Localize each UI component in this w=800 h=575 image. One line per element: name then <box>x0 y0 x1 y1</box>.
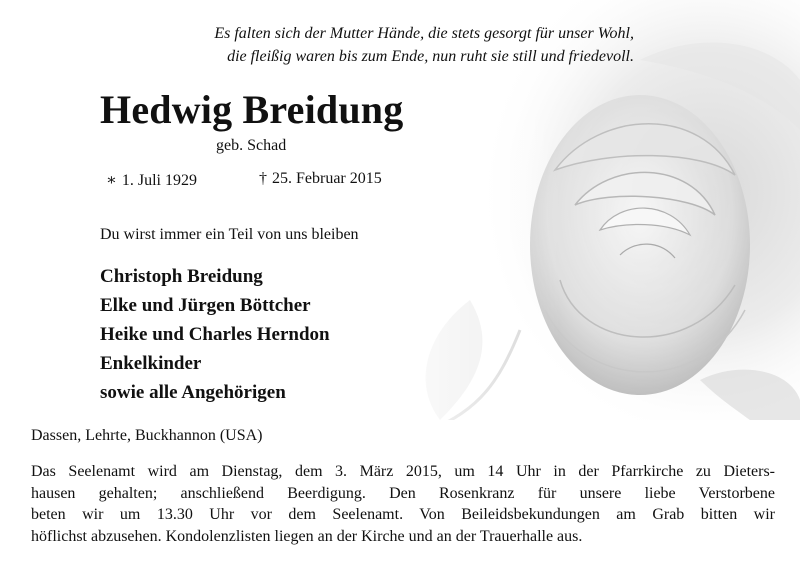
death-cross-icon: † <box>259 170 267 187</box>
death-date-text: 25. Februar 2015 <box>272 170 382 187</box>
notice-line: beten wir um 13.30 Uhr vor dem Seelenamt. Von Beileidsbekundungen am Grab bitten wir <box>31 506 775 523</box>
places-line: Dassen, Lehrte, Buckhannon (USA) <box>31 427 263 444</box>
poem-quote <box>74 22 634 68</box>
poem-line: die fleißig waren bis zum Ende, nun ruht sie still und friedevoll. <box>227 48 634 65</box>
poem-line: Es falten sich der Mutter Hände, die stets gesorgt für unser Wohl, <box>214 25 634 42</box>
notice-line: höflichst abzusehen. Kondolenzlisten liegen an der Kirche und an der Trauerhalle aus. <box>31 527 583 545</box>
mourner-name: Elke und Jürgen Böttcher <box>100 295 311 316</box>
mourner-name: sowie alle Angehörigen <box>100 382 286 403</box>
birth-star-icon: ∗ <box>106 172 117 189</box>
notice-line: hausen gehalten; anschließend Beerdigung. Den Rosenkranz für unsere liebe Verstorbene <box>31 484 775 502</box>
birth-date <box>106 170 197 190</box>
maiden-name: geb. Schad <box>216 137 287 154</box>
mourners-list <box>100 262 330 407</box>
mourner-name: Enkelkinder <box>100 353 202 374</box>
mourner-name: Christoph Breidung <box>100 266 263 287</box>
deceased-name: Hedwig Breidung <box>100 87 404 132</box>
notice-line: Das Seelenamt wird am Dienstag, dem 3. März 2015, um 14 Uhr in der Pfarrkirche zu Dieters- <box>31 463 775 480</box>
farewell-motto: Du wirst immer ein Teil von uns bleiben <box>100 226 359 243</box>
mourner-name: Heike und Charles Herndon <box>100 324 330 345</box>
service-notice <box>31 461 775 547</box>
death-date <box>259 170 382 188</box>
birth-date-text: 1. Juli 1929 <box>121 172 197 189</box>
